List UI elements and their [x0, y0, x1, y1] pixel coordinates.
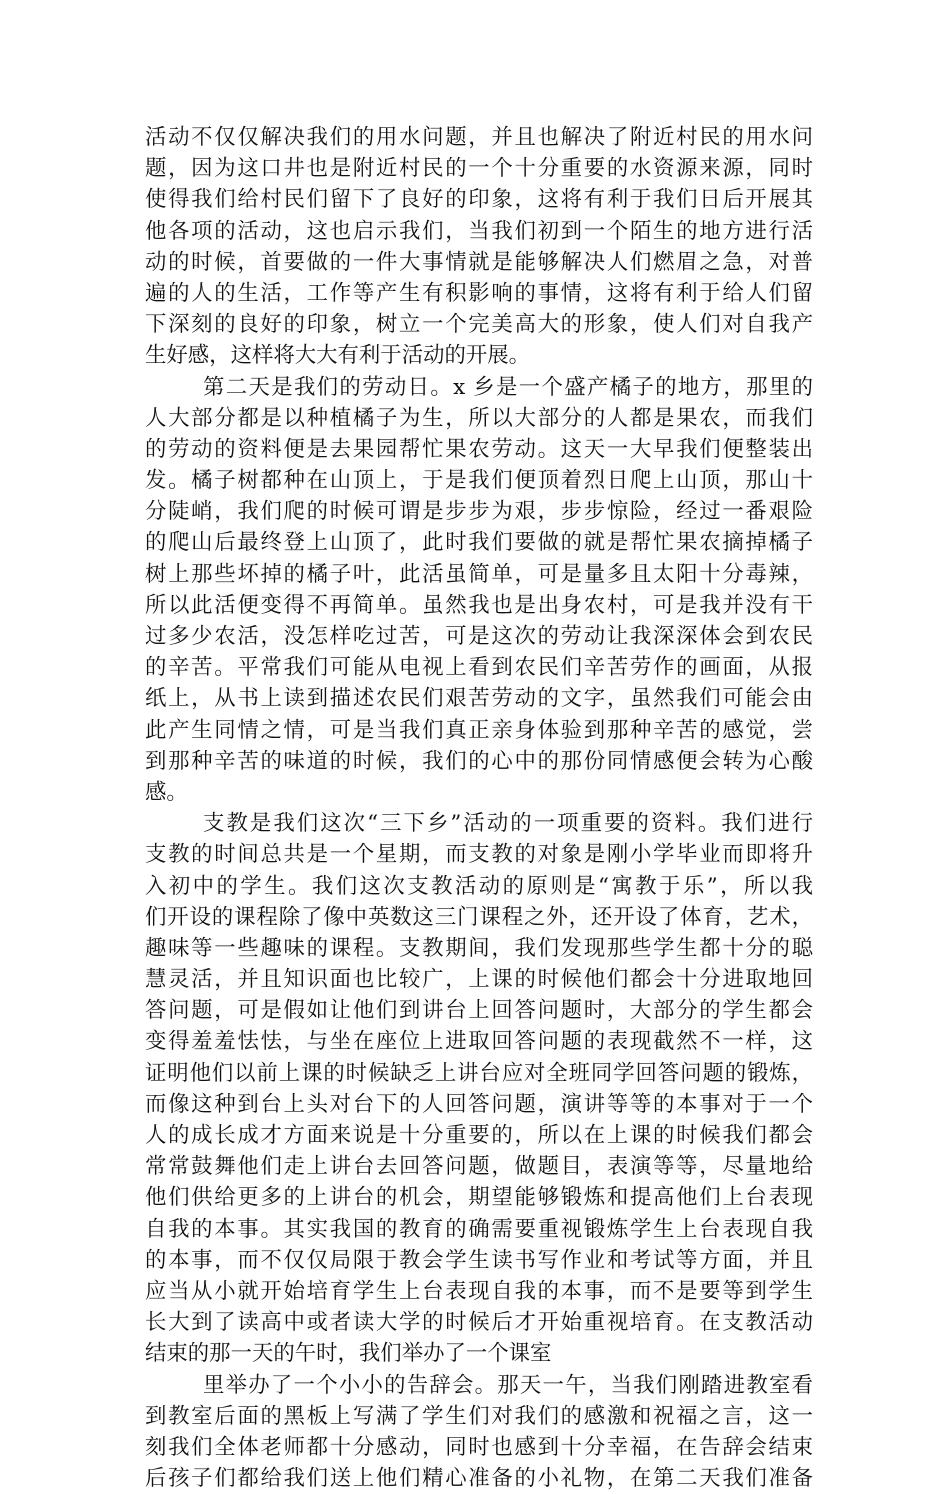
paragraph-line: 长大到了读高中或者读大学的时候后才开始重视培育。在支教活动	[145, 1307, 813, 1338]
paragraph-line: 动的时候，首要做的一件大事情就是能够解决人们燃眉之急，对普	[145, 247, 813, 278]
paragraph-line: 的爬山后最终登上山顶了，此时我们要做的就是帮忙果农摘掉橘子	[145, 527, 813, 558]
paragraph-line: 他各项的活动，这也启示我们，当我们初到一个陌生的地方进行活	[145, 216, 813, 247]
paragraph-line: 遍的人的生活，工作等产生有积影响的事情，这将有利于给人们留	[145, 278, 813, 309]
paragraph-line: 变得羞羞怯怯，与坐在座位上进取回答问题的表现截然不一样，这	[145, 1026, 813, 1057]
paragraph-line: 答问题，可是假如让他们到讲台上回答问题时，大部分的学生都会	[145, 995, 813, 1026]
paragraph-line: 纸上，从书上读到描述农民们艰苦劳动的文字，虽然我们可能会由	[145, 683, 813, 714]
paragraph-line: 活动不仅仅解决我们的用水问题，并且也解决了附近村民的用水问	[145, 122, 813, 153]
paragraph-line: 支教是我们这次“三下乡”活动的一项重要的资料。我们进行	[145, 808, 813, 839]
paragraph-line: 发。橘子树都种在山顶上，于是我们便顶着烈日爬上山顶，那山十	[145, 465, 813, 496]
paragraph-line: 人的成长成才方面来说是十分重要的，所以在上课的时候我们都会	[145, 1120, 813, 1151]
paragraph-line: 所以此活便变得不再简单。虽然我也是出身农村，可是我并没有干	[145, 590, 813, 621]
paragraph-line: 的劳动的资料便是去果园帮忙果农劳动。这天一大早我们便整装出	[145, 434, 813, 465]
paragraph-line: 此产生同情之情，可是当我们真正亲身体验到那种辛苦的感觉，尝	[145, 715, 813, 746]
paragraph-line: 使得我们给村民们留下了良好的印象，这将有利于我们日后开展其	[145, 184, 813, 215]
paragraph-line: 而像这种到台上头对台下的人回答问题，演讲等等的本事对于一个	[145, 1089, 813, 1120]
paragraph-line: 人大部分都是以种植橘子为生，所以大部分的人都是果农，而我们	[145, 403, 813, 434]
paragraph-line: 的本事，而不仅仅局限于教会学生读书写作业和考试等方面，并且	[145, 1245, 813, 1276]
paragraph-line: 自我的本事。其实我国的教育的确需要重视锻炼学生上台表现自我	[145, 1214, 813, 1245]
paragraph-line: 分陡峭，我们爬的时候可谓是步步为艰，步步惊险，经过一番艰险	[145, 496, 813, 527]
paragraph-line: 常常鼓舞他们走上讲台去回答问题，做题目，表演等等，尽量地给	[145, 1151, 813, 1182]
paragraph	[145, 372, 813, 809]
paragraph-line: 结束的那一天的午时，我们举办了一个课室	[145, 1338, 813, 1369]
paragraph-line: 感。	[145, 777, 813, 808]
paragraph	[145, 122, 813, 372]
paragraph-line: 过多少农活，没怎样吃过苦，可是这次的劳动让我深深体会到农民	[145, 621, 813, 652]
paragraph-line: 的辛苦。平常我们可能从电视上看到农民们辛苦劳作的画面，从报	[145, 652, 813, 683]
paragraph-line: 下深刻的良好的印象，树立一个完美高大的形象，使人们对自我产	[145, 309, 813, 340]
paragraph-line: 刻我们全体老师都十分感动，同时也感到十分幸福，在告辞会结束	[145, 1432, 813, 1463]
paragraph-line: 里举办了一个小小的告辞会。那天一午，当我们刚踏进教室看	[145, 1370, 813, 1401]
document-body	[145, 122, 813, 1494]
paragraph-line: 支教的时间总共是一个星期，而支教的对象是刚小学毕业而即将升	[145, 839, 813, 870]
paragraph-line: 题，因为这口井也是附近村民的一个十分重要的水资源来源，同时	[145, 153, 813, 184]
paragraph-line: 到教室后面的黑板上写满了学生们对我们的感激和祝福之言，这一	[145, 1401, 813, 1432]
paragraph-line: 证明他们以前上课的时候缺乏上讲台应对全班同学回答问题的锻炼，	[145, 1058, 813, 1089]
paragraph-line: 生好感，这样将大大有利于活动的开展。	[145, 340, 813, 371]
paragraph-line: 第二天是我们的劳动日。x 乡是一个盛产橘子的地方，那里的	[145, 372, 813, 403]
paragraph-line: 入初中的学生。我们这次支教活动的原则是“寓教于乐”，所以我	[145, 871, 813, 902]
paragraph-line: 们开设的课程除了像中英数这三门课程之外，还开设了体育，艺术，	[145, 902, 813, 933]
paragraph-line: 趣味等一些趣味的课程。支教期间，我们发现那些学生都十分的聪	[145, 933, 813, 964]
paragraph-line: 他们供给更多的上讲台的机会，期望能够锻炼和提高他们上台表现	[145, 1182, 813, 1213]
paragraph-line: 树上那些坏掉的橘子叶，此活虽简单，可是量多且太阳十分毒辣，	[145, 559, 813, 590]
paragraph-line: 慧灵活，并且知识面也比较广，上课的时候他们都会十分进取地回	[145, 964, 813, 995]
paragraph-line: 后孩子们都给我们送上他们精心准备的小礼物，在第二天我们准备	[145, 1463, 813, 1494]
paragraph	[145, 1370, 813, 1494]
paragraph-line: 到那种辛苦的味道的时候，我们的心中的那份同情感便会转为心酸	[145, 746, 813, 777]
paragraph	[145, 808, 813, 1369]
paragraph-line: 应当从小就开始培育学生上台表现自我的本事，而不是要等到学生	[145, 1276, 813, 1307]
